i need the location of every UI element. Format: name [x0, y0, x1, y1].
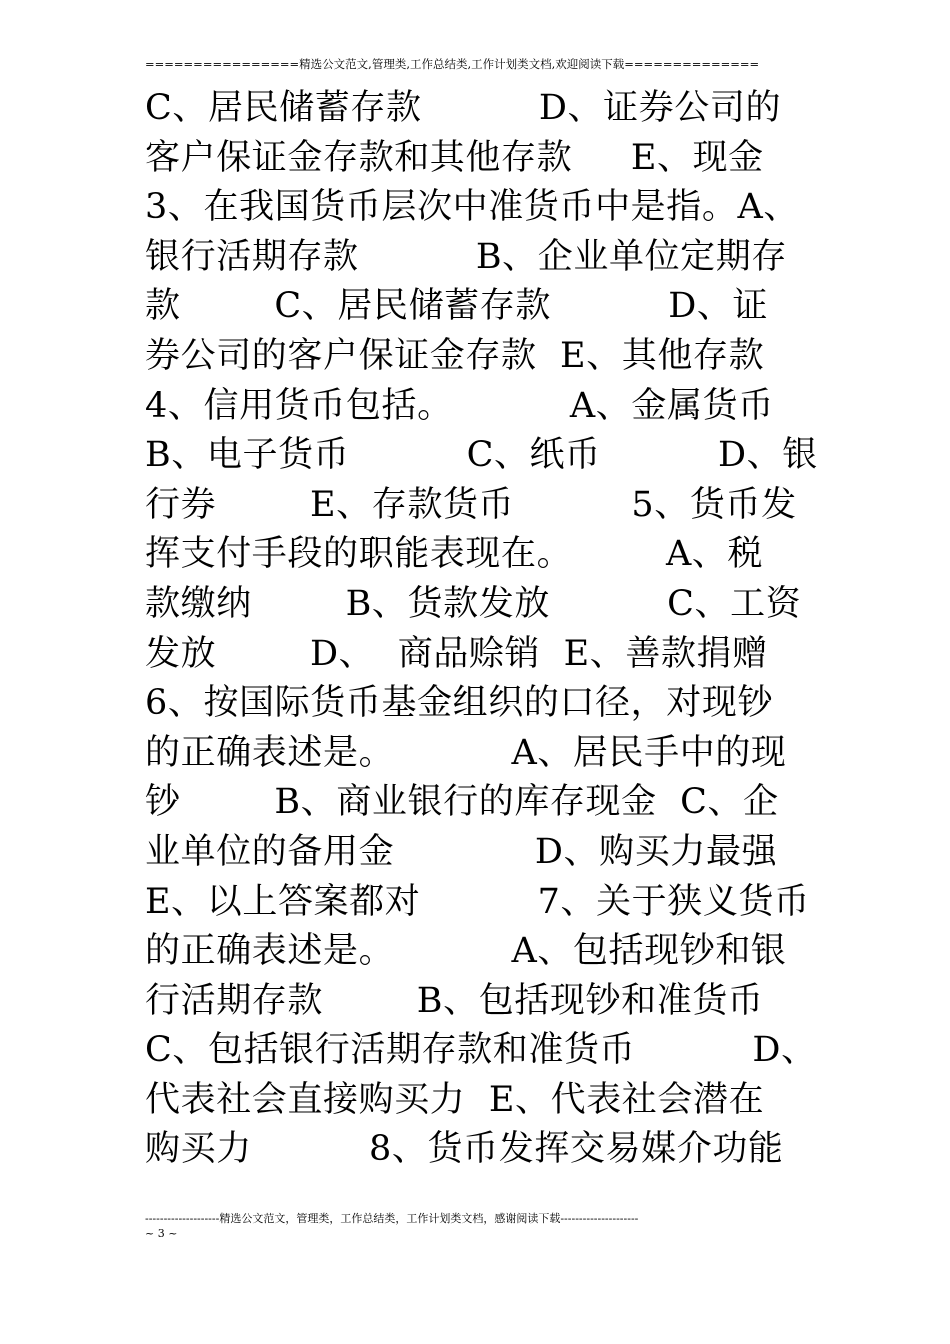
text-line: 行活期存款 B、包括现钞和准货币: [145, 980, 764, 1021]
page-header: ================精选公文范文,管理类,工作总结类,工作计划类文档,欢迎阅读下载==============: [145, 57, 760, 71]
text-line: E、以上答案都对 7、关于狭义货币: [145, 881, 810, 922]
text-line: 挥支付手段的职能表现在。 A、税: [145, 534, 764, 575]
text-line: B、电子货币 C、纸币 D、银: [145, 435, 818, 476]
text-line: 6、按国际货币基金组织的口径，对现钞: [145, 683, 774, 724]
text-line: 发放 D、 商品赊销 E、善款捐赠: [145, 633, 768, 674]
text-line: 行券 E、存款货币 5、货币发: [145, 484, 797, 525]
text-line: 的正确表述是。 A、居民手中的现: [145, 732, 787, 773]
text-line: 客户保证金存款和其他存款 E、现金: [145, 137, 764, 178]
page-number: ~ 3 ~: [145, 1227, 178, 1240]
text-line: 购买力 8、货币发挥交易媒介功能: [145, 1129, 784, 1170]
text-line: 的正确表述是。 A、包括现钞和银: [145, 931, 787, 972]
text-line: C、包括银行活期存款和准货币 D、: [145, 1030, 817, 1071]
text-line: 钞 B、商业银行的库存现金 C、企: [145, 782, 779, 823]
text-line: 银行活期存款 B、企业单位定期存: [145, 236, 787, 277]
text-line: 款缴纳 B、货款发放 C、工资: [145, 583, 802, 624]
document-body: [145, 84, 820, 1175]
text-line: 4、信用货币包括。 A、金属货币: [145, 385, 774, 426]
page-footer: --------------------精选公文范文，管理类，工作总结类，工作计划类文档，感谢阅读下载---------------------: [145, 1212, 639, 1225]
text-line: C、居民储蓄存款 D、证券公司的: [145, 88, 782, 128]
text-line: 券公司的客户保证金存款 E、其他存款: [145, 335, 765, 376]
text-line: 业单位的备用金 D、购买力最强: [145, 831, 778, 872]
text-line: 代表社会直接购买力 E、代表社会潜在: [145, 1079, 765, 1120]
text-line: 款 C、居民储蓄存款 D、证: [145, 286, 769, 327]
text-line: 3、在我国货币层次中准货币中是指。A、: [145, 187, 799, 228]
